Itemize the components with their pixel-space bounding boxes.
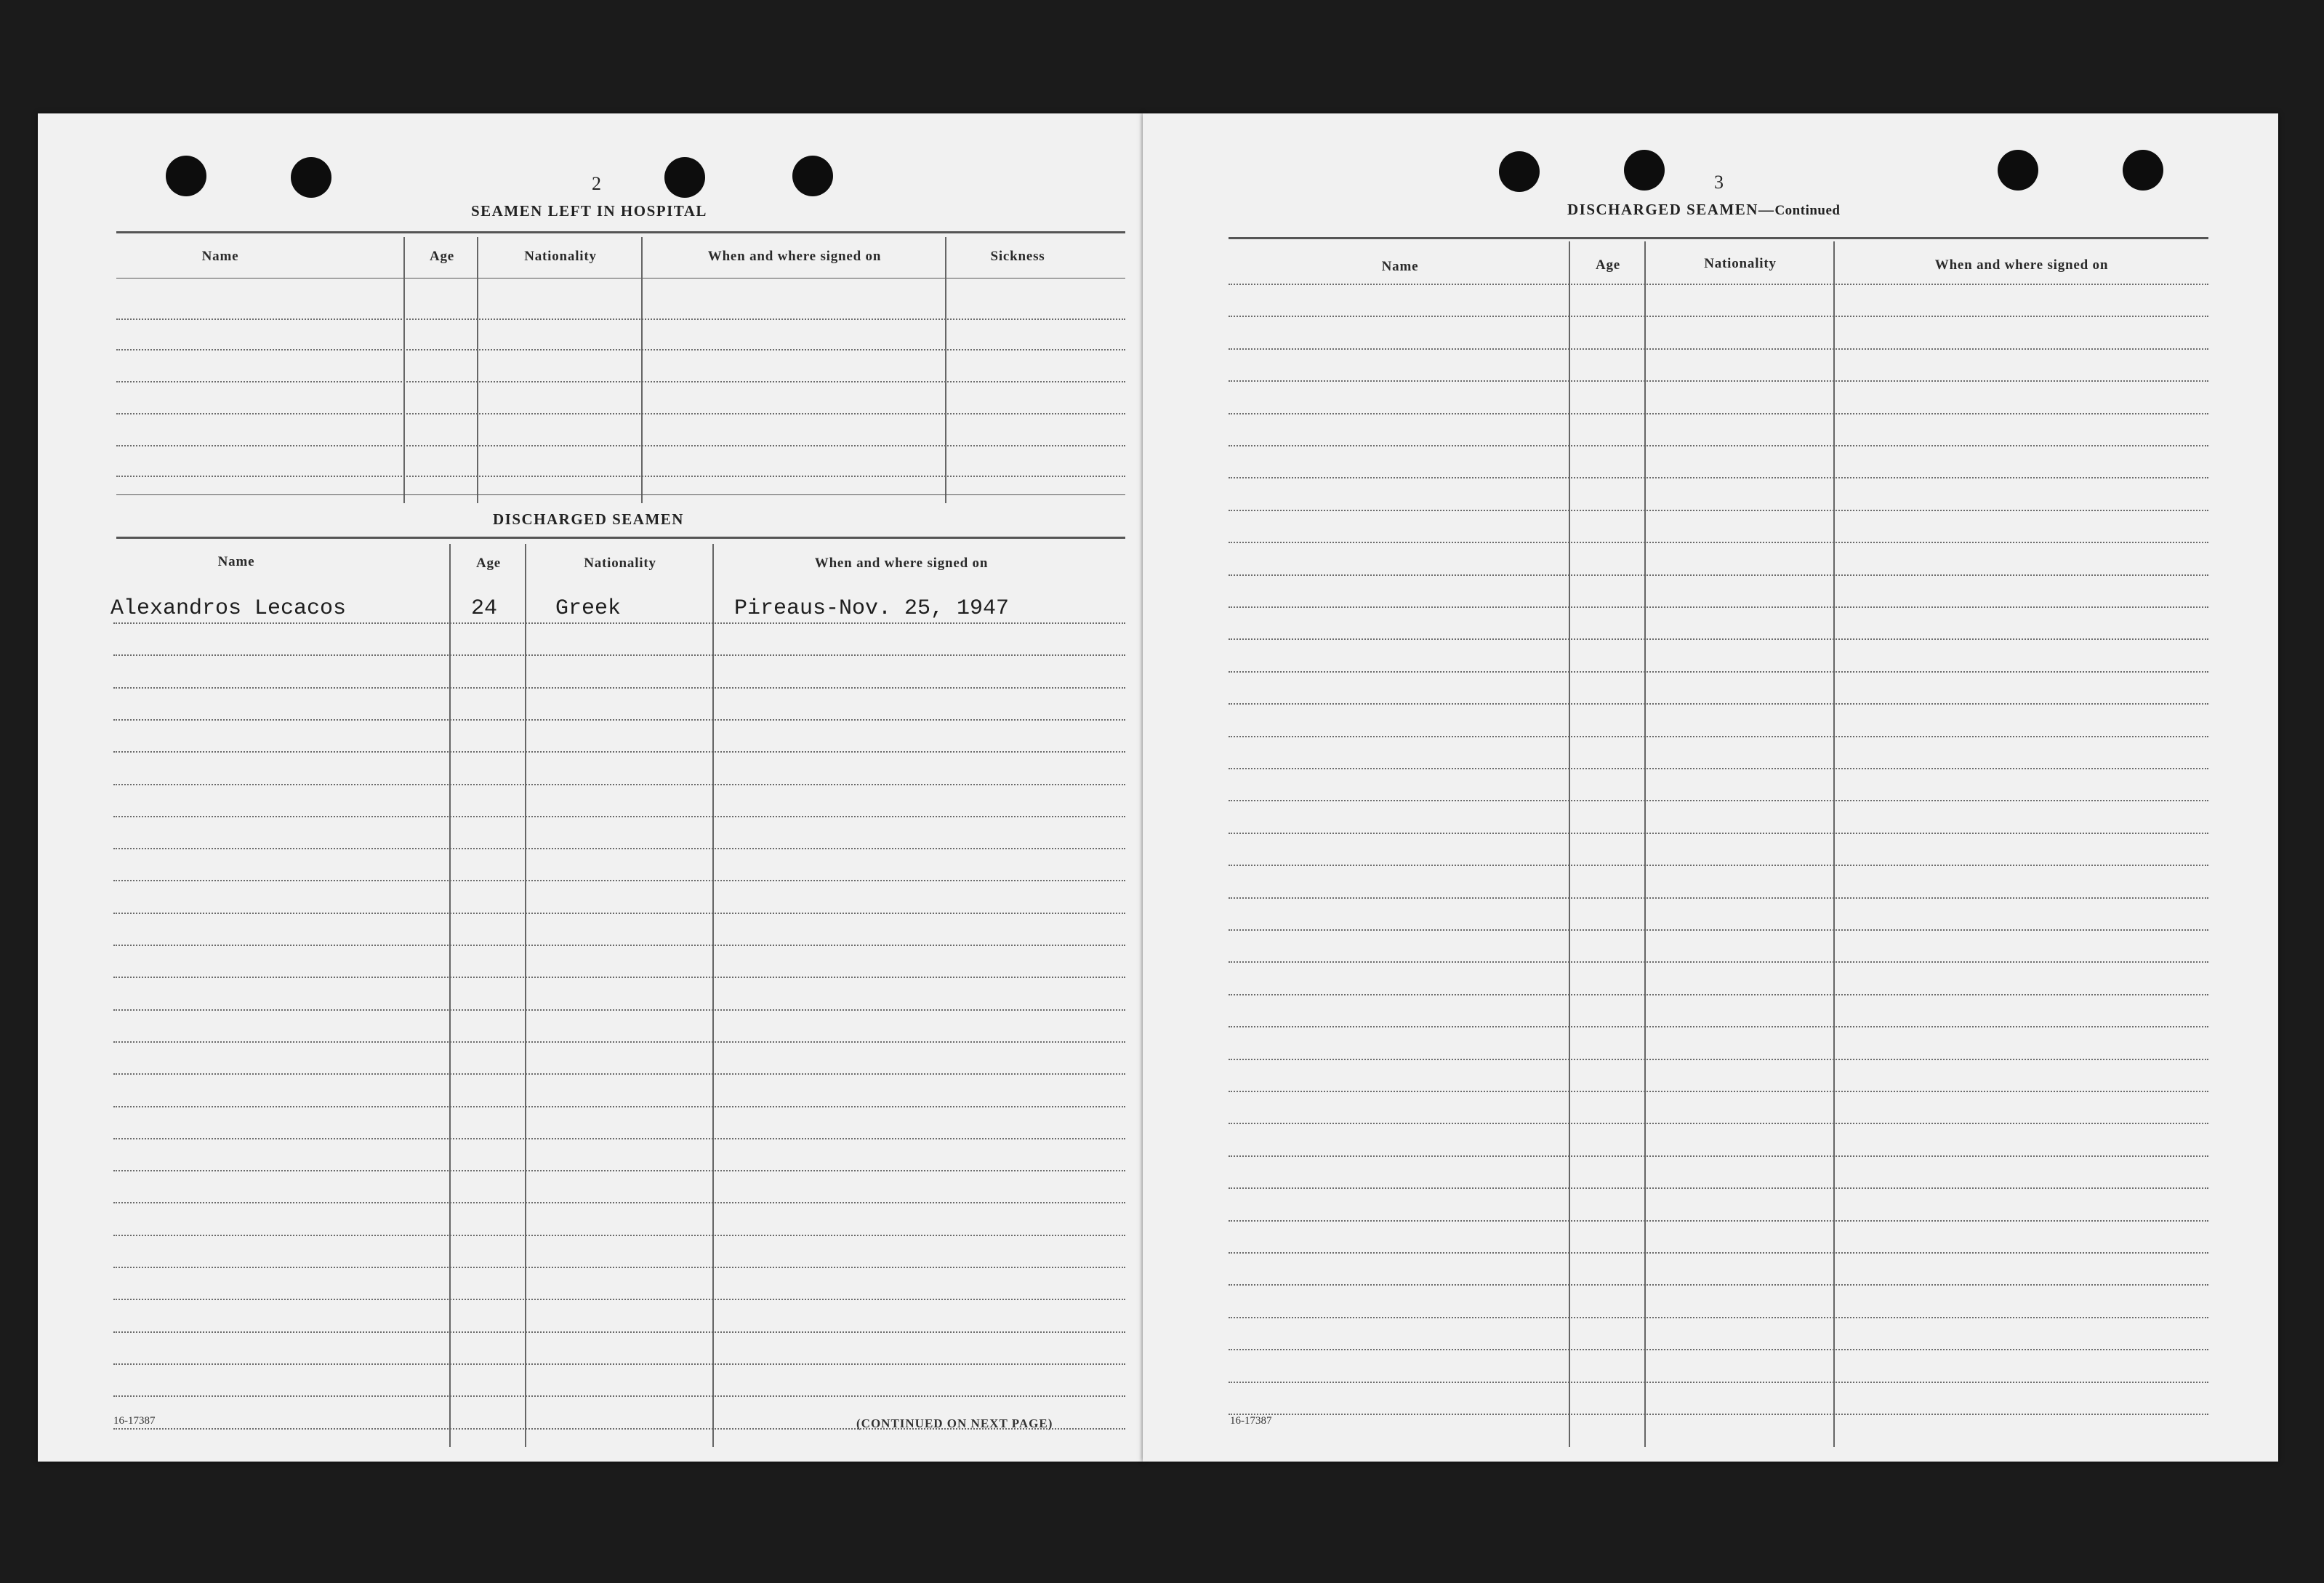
- column-header-signed-on: When and where signed on: [814, 556, 989, 571]
- entry-line: [113, 719, 1125, 721]
- entry-line: [1229, 865, 2208, 866]
- continued-note: (CONTINUED ON NEXT PAGE): [856, 1416, 1053, 1430]
- column-divider: [403, 237, 405, 503]
- page-number: 2: [592, 173, 601, 194]
- column-divider: [1833, 241, 1835, 1447]
- entry-line: [113, 848, 1125, 849]
- column-divider: [1644, 241, 1646, 1447]
- entry-line: [1229, 736, 2208, 737]
- right-page: [1143, 113, 2278, 1462]
- entry-line: [113, 1267, 1125, 1268]
- entry-line: [1229, 1220, 2208, 1222]
- entry-line: [113, 1073, 1125, 1075]
- entry-line: [1229, 703, 2208, 705]
- seaman-nationality: Greek: [555, 596, 622, 621]
- page-number: 3: [1714, 172, 1724, 193]
- entry-line: [113, 913, 1125, 914]
- entry-line: [113, 751, 1125, 753]
- column-header-name: Name: [1381, 259, 1419, 274]
- entry-line: [113, 1041, 1125, 1043]
- column-divider: [945, 237, 946, 503]
- entry-line: [1229, 671, 2208, 673]
- punch-hole: [664, 157, 705, 198]
- column-divider: [449, 544, 451, 1447]
- entry-line: [1229, 994, 2208, 995]
- entry-line: [113, 1395, 1125, 1397]
- column-header-nationality: Nationality: [524, 249, 597, 264]
- punch-hole: [792, 156, 833, 196]
- entry-line: [113, 1235, 1125, 1236]
- entry-line: [1229, 1414, 2208, 1415]
- left-page: [38, 113, 1143, 1462]
- entry-line: [113, 945, 1125, 946]
- column-divider: [525, 544, 526, 1447]
- entry-line: [1229, 833, 2208, 834]
- entry-line: [1229, 1252, 2208, 1254]
- entry-line: [113, 1331, 1125, 1333]
- entry-line: [1229, 316, 2208, 317]
- entry-line: [1229, 477, 2208, 478]
- entry-line: [1229, 413, 2208, 414]
- entry-line: [113, 622, 1125, 624]
- entry-line: [1229, 768, 2208, 769]
- entry-line: [1229, 1026, 2208, 1027]
- entry-line: [113, 1202, 1125, 1203]
- column-header-signed-on: When and where signed on: [707, 249, 882, 264]
- entry-line: [1229, 542, 2208, 543]
- seaman-name: Alexandros Lecacos: [110, 596, 347, 621]
- entry-line: [116, 445, 1125, 446]
- entry-line: [113, 654, 1125, 656]
- entry-line: [113, 1009, 1125, 1011]
- title-continued: Continued: [1774, 203, 1841, 218]
- column-header-signed-on: When and where signed on: [1934, 257, 2109, 273]
- entry-line: [1229, 1317, 2208, 1318]
- entry-line: [1229, 1187, 2208, 1189]
- entry-line: [1229, 1382, 2208, 1383]
- entry-line: [113, 1170, 1125, 1171]
- column-header-nationality: Nationality: [584, 556, 656, 571]
- entry-line: [1229, 1155, 2208, 1157]
- entry-line: [113, 977, 1125, 978]
- column-divider: [641, 237, 643, 503]
- entry-line: [1229, 1123, 2208, 1124]
- entry-line: [1229, 1284, 2208, 1286]
- entry-line: [113, 880, 1125, 881]
- entry-line: [113, 1299, 1125, 1300]
- form-code: 16-17387: [113, 1415, 156, 1427]
- entry-line: [1229, 574, 2208, 576]
- entry-line: [116, 413, 1125, 414]
- discharged-continued-title: [1567, 201, 1840, 219]
- entry-line: [1229, 929, 2208, 931]
- punch-hole: [291, 157, 331, 198]
- entry-line: [1229, 284, 2208, 285]
- column-header-age: Age: [1595, 257, 1621, 273]
- column-header-age: Age: [475, 556, 502, 571]
- entry-line: [113, 687, 1125, 689]
- column-header-sickness: Sickness: [990, 249, 1045, 264]
- discharged-section-title: DISCHARGED SEAMEN: [493, 510, 684, 528]
- column-header-age: Age: [429, 249, 455, 264]
- entry-line: [113, 1106, 1125, 1107]
- punch-hole: [166, 156, 206, 196]
- entry-line: [116, 381, 1125, 382]
- seaman-signed-on: Pireaus-Nov. 25, 1947: [734, 596, 1010, 621]
- column-header-name: Name: [201, 249, 239, 264]
- entry-line: [1229, 1091, 2208, 1092]
- entry-line: [116, 476, 1125, 477]
- entry-line: [1229, 510, 2208, 511]
- column-header-name: Name: [217, 554, 255, 569]
- entry-line: [1229, 638, 2208, 640]
- punch-hole: [1624, 150, 1665, 191]
- table-top-rule: [116, 537, 1125, 539]
- entry-line: [1229, 606, 2208, 608]
- table-top-rule: [116, 231, 1125, 233]
- entry-line: [113, 1138, 1125, 1139]
- column-divider: [1569, 241, 1570, 1447]
- entry-line: [1229, 1059, 2208, 1060]
- entry-line: [113, 816, 1125, 817]
- hospital-section-title: SEAMEN LEFT IN HOSPITAL: [471, 202, 707, 220]
- entry-line: [1229, 800, 2208, 801]
- entry-line: [116, 349, 1125, 350]
- entry-line: [113, 1363, 1125, 1365]
- punch-hole: [1499, 151, 1540, 192]
- table-bottom-rule: [116, 494, 1125, 495]
- column-divider: [477, 237, 478, 503]
- seaman-age: 24: [471, 596, 498, 621]
- entry-line: [1229, 961, 2208, 963]
- form-code: 16-17387: [1230, 1415, 1272, 1427]
- entry-line: [1229, 445, 2208, 446]
- column-header-nationality: Nationality: [1704, 256, 1777, 271]
- title-main: DISCHARGED SEAMEN—: [1567, 201, 1775, 218]
- punch-hole: [1998, 150, 2038, 191]
- entry-line: [1229, 1349, 2208, 1350]
- entry-line: [1229, 380, 2208, 382]
- entry-line: [1229, 348, 2208, 350]
- entry-line: [113, 784, 1125, 785]
- entry-line: [1229, 897, 2208, 899]
- punch-hole: [2123, 150, 2163, 191]
- column-divider: [712, 544, 714, 1447]
- table-top-rule: [1229, 237, 2208, 239]
- entry-line: [116, 318, 1125, 320]
